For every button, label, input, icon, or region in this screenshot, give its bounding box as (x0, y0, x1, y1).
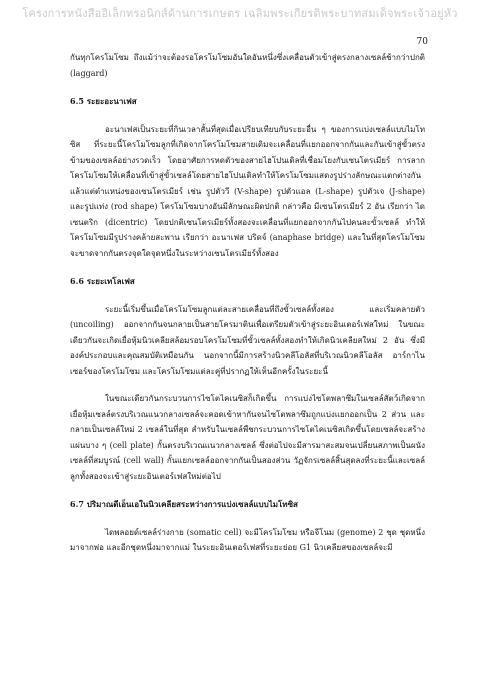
paragraph-gap (70, 379, 425, 391)
section-heading-telophase: 6.6 ระยะเทโลเฟส (70, 276, 135, 286)
section-heading-dna-content: 6.7 ปริมาณดีเอ็นเอในนิวเคลียสระหว่างการแบ่งเซลล์แบบไมโทซิส (70, 499, 298, 509)
cytokinesis-paragraph: ในขณะเดียวกันกระบวนการไซโตไคเนซิสก็เกิดขึ้น การแบ่งไซโตพลาซึมในเซลล์สัตว์เกิดจากเยื่อหุ้มเซลล์ตรงบริเวณแนวกลางเซลล์จะคอดเข้าหากันจนไซโตพลาซึมถูกแบ่งแยกออกเป็น 2 ส่วน และกลายเป็นเซลล์ใหม่ 2 เซลล์ในที่สุด สำหรับในเซลล์พืชกระบวนการไซโตไคเนซิสเกิดขึ้นโดยเซลล์จะสร้างแผ่นบาง ๆ (cell plate) กั้นตรงบริเวณแนวกลางเซลล์ ซึ่งต่อไปจะมีสารมาสะสมจนเปลี่ยนสภาพเป็นผนังเซลล์ที่สมบูรณ์ (cell wall) กั้นแยกเซลล์ออกจากกันเป็นสองส่วน วัฏจักรเซลล์สิ้นสุดลงที่ระยะนี้และเซลล์ลูกทั้งสองจะเข้าสู่ระยะอินเตอร์เฟสใหม่ต่อไป (70, 394, 425, 481)
section-heading-anaphase: 6.5 ระยะอะนาเฟส (70, 96, 137, 106)
page-content (70, 50, 425, 556)
dna-content-paragraph: ไดพลอยด์เซลล์ร่างกาย (somatic cell) จะมีโครโมโซม หรือจีโนม (genome) 2 ชุด ชุดหนึ่งมาจากพ่อ และอีกชุดหนึ่งมาจากแม่ ในระยะอินเตอร์เฟสที่ระยะย่อย G1 นิวเคลียสของเซลล์จะมี (70, 527, 425, 552)
page-header: โครงการหนังสืออิเล็กทรอนิกส์ด้านการเกษตร เฉลิมพระเกียรติพระบาทสมเด็จพระเจ้าอยู่หัว (22, 7, 458, 20)
telophase-paragraph: ระยะนี้เริ่มขึ้นเมื่อโครโมโซมลูกแต่ละสายเคลื่อนที่ถึงขั้วเซลล์ทั้งสอง และเริ่มคลายตัว (uncoiling) ออกจากกันจนกลายเป็นสายโครมาตินเพื่อเตรียมตัวเข้าสู่ระยะอินเตอร์เฟสใหม่ ในขณะเดียวกันจะเกิดเยื่อหุ้มนิวเคลียสล้อมรอบโครโมโซมที่ขั้วเซลล์ทั้งสองทำให้เกิดนิวเคลียสใหม่ 2 อัน ซึ่งมีองค์ประกอบและคุณสมบัติเหมือนกัน นอกจากนี้มีการสร้างนิวคลีโอลัสที่บริเวณนิวคลีโอลัส อาร์กาไนเซอร์ของโครโมโซม และโครโมโซมแต่ละคู่ที่ปรากฏให้เห็นอีกครั้งในระยะนี้ (70, 304, 425, 376)
intro-paragraph: กันทุกโครโมโซม ถึงแม้ว่าจะต้องรอโครโมโซมอันใดอันหนึ่งซึ่งเคลื่อนตัวเข้าสู่ตรงกลางเซลล์ช้ากว่าปกติ (laggard) (70, 53, 425, 78)
anaphase-paragraph: อะนาเฟสเป็นระยะที่กินเวลาสั้นที่สุดเมื่อเปรียบเทียบกับระยะอื่น ๆ ของการแบ่งเซลล์แบบไมโทซิส ที่ระยะนี้โครโมโซมลูกที่เกิดจากโครโมโซมสายเดิมจะเคลื่อนที่แยกออกจากกันและกันเข้าสู่ขั้วตรงข้ามของเซลล์อย่างรวดเร็ว โดยอาศัยการหดตัวของสายไฮโปนเดิลที่เชื่อมโยงกับเซนโตรเมียร์ การลากโครโมโซมให้เคลื่อนที่เข้าสู่ขั้วเซลล์โดยสายไฮโปนเดิลทำให้โครโมโซมแสดงรูปร่างลักษณะแตกต่างกันแล้วแต่ตำแหน่งของเซนโตรเมียร์ เช่น รูปตัววี (V-shape) รูปตัวแอล (L-shape) รูปตัวเจ (J-shape) และรูปแท่ง (rod shape) โครโมโซมบางอันมีลักษณะผิดปกติ กล่าวคือ มีเซนโตรเมียร์ 2 อัน เรียกว่า ไดเซนตริก (dicentric) โดยปกติเซนโตรเมียร์ทั้งสองจะเคลื่อนที่แยกออกจากกันไปคนละขั้วเซลล์ ทำให้โครโมโซมมีรูปร่างคล้ายสะพาน เรียกว่า อะนาเฟส บริดจ์ (anaphase bridge) และในที่สุดโครโมโซมจะขาดจากกันตรงจุดใดจุดหนึ่งในระหว่างเซนโตรเมียร์ทั้งสอง (70, 124, 425, 258)
page-number: 70 (416, 37, 428, 47)
